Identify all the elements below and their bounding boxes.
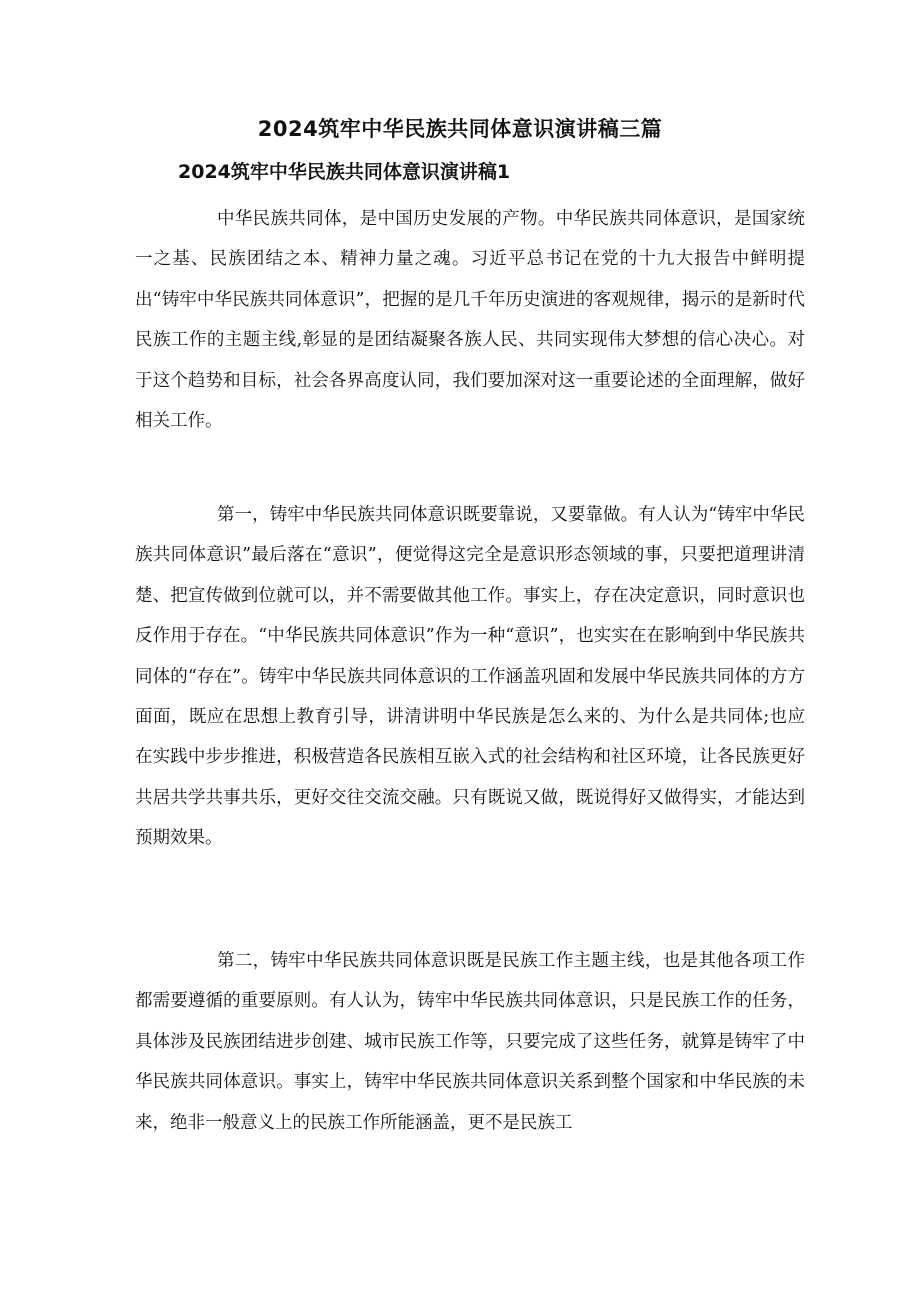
section-heading: 2024筑牢中华民族共同体意识演讲稿1 — [178, 161, 511, 183]
body-paragraph-3: 第二，铸牢中华民族共同体意识既是民族工作主题主线，也是其他各项工作都需要遵循的重要原则。有人认为，铸牢中华民族共同体意识，只是民族工作的任务，具体涉及民族团结进步创建、城市民族工作等，只要完成了这些任务，就算是铸牢了中华民族共同体意识。事实上，铸牢中华民族共同体意识关系到整个国家和中华民族的未来，绝非一般意义上的民族工作所能涵盖，更不是民族工 — [135, 951, 805, 1133]
body-paragraph-1: 中华民族共同体，是中国历史发展的产物。中华民族共同体意识，是国家统一之基、民族团结之本、精神力量之魂。习近平总书记在党的十九大报告中鲜明提出“铸牢中华民族共同体意识”，把握的是几千年历史演进的客观规律，揭示的是新时代民族工作的主题主线,彰显的是团结凝聚各族人民、共同实现伟大梦想的信心决心。对于这个趋势和目标，社会各界高度认同，我们要加深对这一重要论述的全面理解，做好相关工作。 — [135, 209, 805, 432]
body-paragraph-2: 第一，铸牢中华民族共同体意识既要靠说，又要靠做。有人认为“铸牢中华民族共同体意识”最后落在“意识”，便觉得这完全是意识形态领域的事，只要把道理讲清楚、把宣传做到位就可以，并不需要做其他工作。事实上，存在决定意识，同时意识也反作用于存在。“中华民族共同体意识”作为一种“意识”，也实实在在影响到中华民族共同体的“存在”。铸牢中华民族共同体意识的工作涵盖巩固和发展中华民族共同体的方方面面，既应在思想上教育引导，讲清讲明中华民族是怎么来的、为什么是共同体;也应在实践中步步推进，积极营造各民族相互嵌入式的社会结构和社区环境，让各民族更好共居共学共事共乐，更好交往交流交融。只有既说又做，既说得好又做得实，才能达到预期效果。 — [135, 505, 805, 849]
document-title: 2024筑牢中华民族共同体意识演讲稿三篇 — [257, 117, 663, 141]
